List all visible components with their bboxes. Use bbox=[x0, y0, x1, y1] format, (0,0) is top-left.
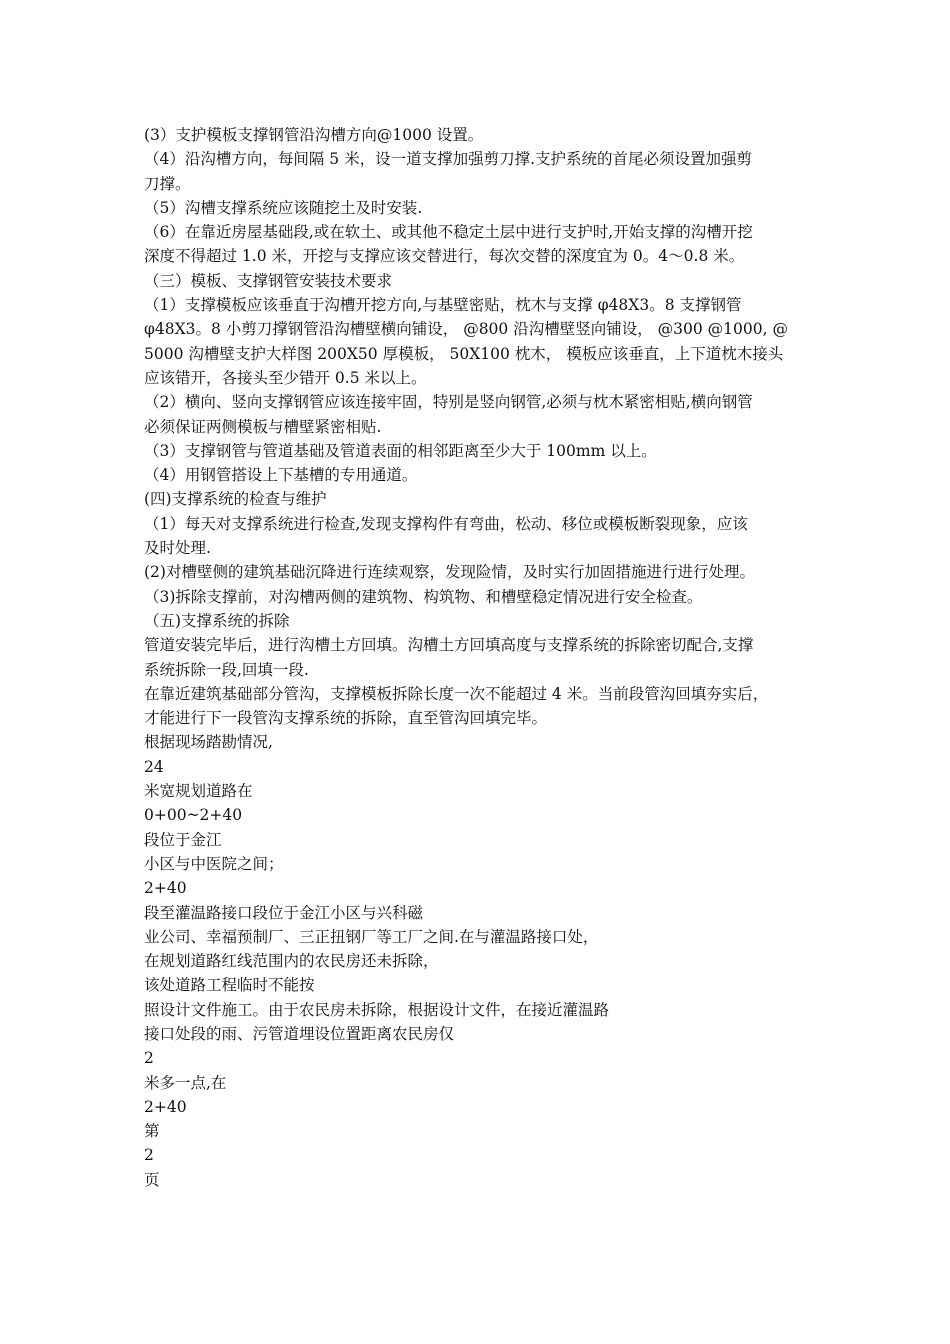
text-line: （3)拆除支撑前，对沟槽两侧的建筑物、构筑物、和槽壁稳定情况进行安全检查。 bbox=[144, 587, 703, 606]
text-line: 业公司、幸福预制厂、三正扭钢厂等工厂之间.在与灌温路接口处， bbox=[144, 927, 599, 946]
text-line: （2）横向、竖向支撑钢管应该连接牢固，特别是竖向钢管,必须与枕木紧密相贴,横向钢管 bbox=[144, 393, 753, 412]
text-line: φ48X3。8 小剪刀撑钢管沿沟槽壁横向铺设， @800 沿沟槽壁竖向铺设， @300 @1000, @ bbox=[144, 320, 788, 339]
text-line: 该处道路工程临时不能按 bbox=[144, 976, 315, 995]
text-line: 5000 沟槽壁支护大样图 200X50 厚模板， 50X100 枕木， 模板应该垂直，上下道枕木接头 bbox=[144, 344, 784, 363]
text-line: 刀撑。 bbox=[144, 174, 191, 193]
text-line: 应该错开，各接头至少错开 0.5 米以上。 bbox=[144, 368, 427, 387]
text-line: 0+00~2+40 bbox=[144, 806, 243, 825]
section-heading: （三）模板、支撑钢管安装技术要求 bbox=[144, 271, 393, 290]
text-line: 及时处理. bbox=[144, 539, 211, 558]
text-line: (3）支护模板支撑钢管沿沟槽方向@1000 设置。 bbox=[144, 126, 484, 144]
section-heading: （五)支撑系统的拆除 bbox=[144, 611, 290, 630]
text-line: 在规划道路红线范围内的农民房还未拆除， bbox=[144, 952, 439, 971]
text-line: 必须保证两侧模板与槽壁紧密相贴. bbox=[144, 417, 382, 436]
text-line: (2)对槽壁侧的建筑基础沉降进行连续观察，发现险情，及时实行加固措施进行进行处理。 bbox=[144, 563, 755, 582]
text-line: 24 bbox=[144, 757, 164, 776]
text-line: 根据现场踏勘情况, bbox=[144, 733, 273, 752]
text-line: （1）支撑模板应该垂直于沟槽开挖方向,与基壁密贴，枕木与支撑 φ48X3。8 支撑钢管 bbox=[144, 296, 742, 315]
text-line: （1）每天对支撑系统进行检查,发现支撑构件有弯曲，松动、移位或模板断裂现象，应该 bbox=[144, 514, 748, 533]
text-line: 在靠近建筑基础部分管沟，支撑模板拆除长度一次不能超过 4 米。当前段管沟回填夯实后， bbox=[144, 684, 769, 703]
text-line: （4）沿沟槽方向，每间隔 5 米，设一道支撑加强剪刀撑.支护系统的首尾必须设置加强剪 bbox=[144, 150, 753, 169]
text-line: （3）支撑钢管与管道基础及管道表面的相邻距离至少大于 100mm 以上。 bbox=[144, 441, 657, 460]
text-line: 管道安装完毕后，进行沟槽土方回填。沟槽土方回填高度与支撑系统的拆除密切配合,支撑 bbox=[144, 636, 754, 655]
text-line: 段位于金江 bbox=[144, 830, 222, 849]
text-line: 系统拆除一段,回填一段. bbox=[144, 660, 309, 679]
text-line: （4）用钢管搭设上下基槽的专用通道。 bbox=[144, 466, 418, 485]
text-line: 照设计文件施工。由于农民房未拆除，根据设计文件，在接近灌温路 bbox=[144, 1000, 610, 1019]
text-line: （6）在靠近房屋基础段,或在软土、或其他不稳定土层中进行支护时,开始支撑的沟槽开挖 bbox=[144, 223, 753, 242]
document-body bbox=[144, 123, 824, 1192]
text-line: 接口处段的雨、污管道埋设位置距离农民房仅 bbox=[144, 1024, 455, 1043]
text-line: 深度不得超过 1.0 米，开挖与支撑应该交替进行，每次交替的深度宜为 0。4～0.8 米。 bbox=[144, 247, 745, 266]
text-line: （5）沟槽支撑系统应该随挖土及时安装. bbox=[144, 198, 423, 217]
text-line: 才能进行下一段管沟支撑系统的拆除，直至管沟回填完毕。 bbox=[144, 709, 548, 728]
text-line: 米多一点,在 bbox=[144, 1073, 227, 1092]
text-line: 2+40 bbox=[144, 1097, 187, 1116]
text-line: 2+40 bbox=[144, 879, 187, 898]
text-line: 2 bbox=[144, 1049, 154, 1068]
section-heading: (四)支撑系统的检查与维护 bbox=[144, 490, 327, 509]
page-number: 2 bbox=[144, 1146, 154, 1165]
text-line: 米宽规划道路在 bbox=[144, 782, 253, 801]
text-line: 段至灌温路接口段位于金江小区与兴科磁 bbox=[144, 903, 424, 922]
page-number-label: 第 bbox=[144, 1122, 160, 1141]
text-line: 小区与中医院之间； bbox=[144, 854, 284, 873]
page-number-label: 页 bbox=[144, 1170, 160, 1189]
